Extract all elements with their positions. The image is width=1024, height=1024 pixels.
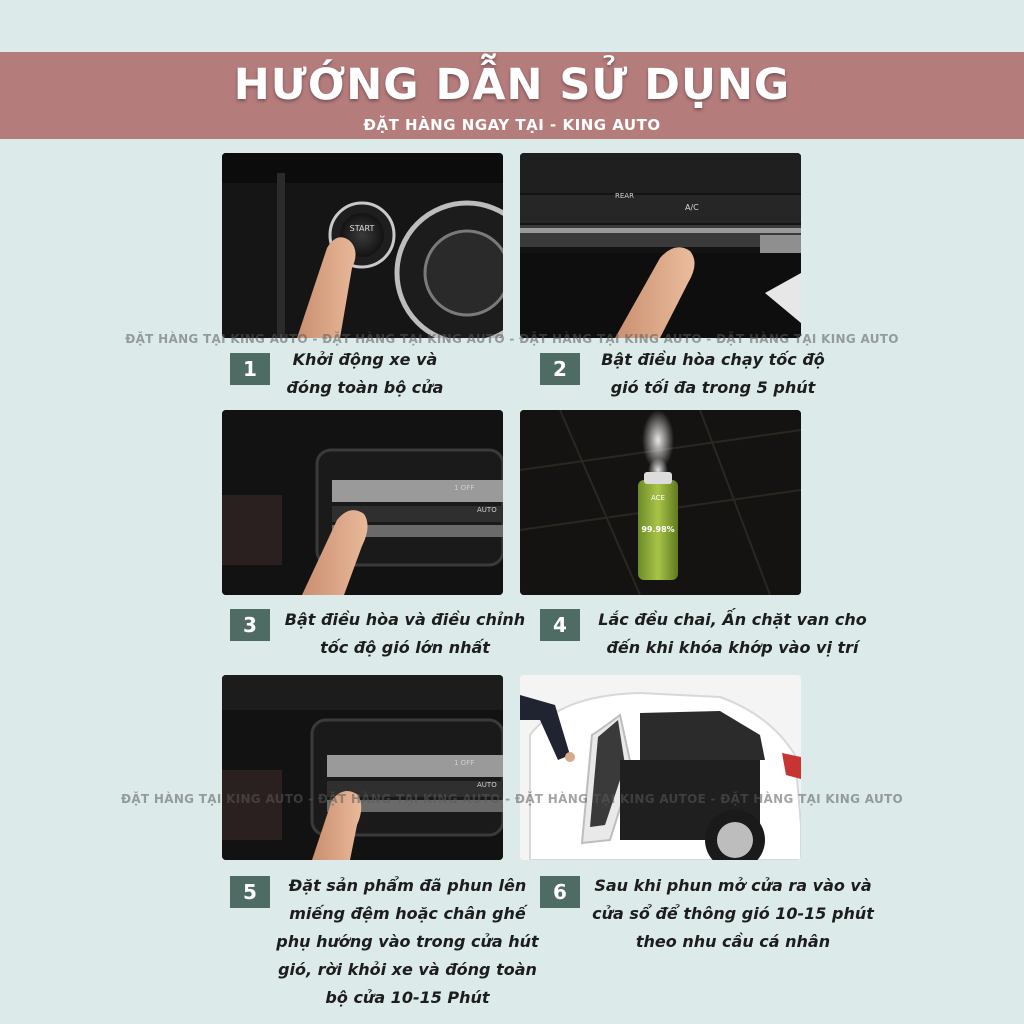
step-4-number: 4 xyxy=(540,609,580,641)
step-4-text: Lắc đều chai, Ấn chặt van cho đến khi khóa khớp vào vị trí xyxy=(598,610,867,657)
fan-label: 1 OFF xyxy=(454,759,475,767)
step-5-photo xyxy=(222,675,503,860)
step-5-text: Đặt sản phẩm đã phun lên miếng đệm hoặc chân ghế phụ hướng vào trong cửa hút gió, rời khỏi xe và đóng toàn bộ cửa 10-15 Phút xyxy=(276,876,539,1007)
auto-label: AUTO xyxy=(477,781,497,789)
page-title: HƯỚNG DẪN SỬ DỤNG xyxy=(233,60,791,110)
step-1-photo xyxy=(222,153,503,338)
step-2-photo xyxy=(520,153,801,338)
rear-label: REAR xyxy=(615,192,634,200)
auto-label: AUTO xyxy=(477,506,497,514)
step-3-photo xyxy=(222,410,503,595)
step-4-photo xyxy=(520,410,801,595)
step-1-number: 1 xyxy=(230,353,270,385)
ac-label: A/C xyxy=(685,203,699,212)
step-5-number: 5 xyxy=(230,876,270,908)
page-subtitle: ĐẶT HÀNG NGAY TẠI - KING AUTO xyxy=(363,116,661,134)
step-2-text: Bật điều hòa chạy tốc độ gió tối đa trong 5 phút xyxy=(601,350,825,397)
step-6-number: 6 xyxy=(540,876,580,908)
watermark-row-2: ĐẶT HÀNG TẠI KING AUTO - ĐẶT HÀNG TẠI KING AUTO - ĐẶT HÀNG TẠI KING AUTOE - ĐẶT HÀNG TẠI KING AUTO xyxy=(120,792,904,806)
can-brand: ACE xyxy=(651,494,665,502)
step-6-photo xyxy=(520,675,801,860)
step-6-text: Sau khi phun mở cửa ra vào và cửa sổ để thông gió 10-15 phút theo nhu cầu cá nhân xyxy=(592,876,874,951)
start-button-label: START xyxy=(349,224,375,233)
watermark-row-1: ĐẶT HÀNG TẠI KING AUTO - ĐẶT HÀNG TẠI KING AUTO - ĐẶT HÀNG TẠI KING AUTO - ĐẶT HÀNG TẠI KING AUTO xyxy=(125,332,899,346)
step-2-number: 2 xyxy=(540,353,580,385)
can-percent: 99.98% xyxy=(641,525,675,534)
fan-label: 1 OFF xyxy=(454,484,475,492)
step-3-number: 3 xyxy=(230,609,270,641)
step-3-text: Bật điều hòa và điều chỉnh tốc độ gió lớn nhất xyxy=(284,610,526,657)
header-banner xyxy=(0,52,1024,139)
step-1-text: Khởi động xe và đóng toàn bộ cửa xyxy=(286,350,444,397)
